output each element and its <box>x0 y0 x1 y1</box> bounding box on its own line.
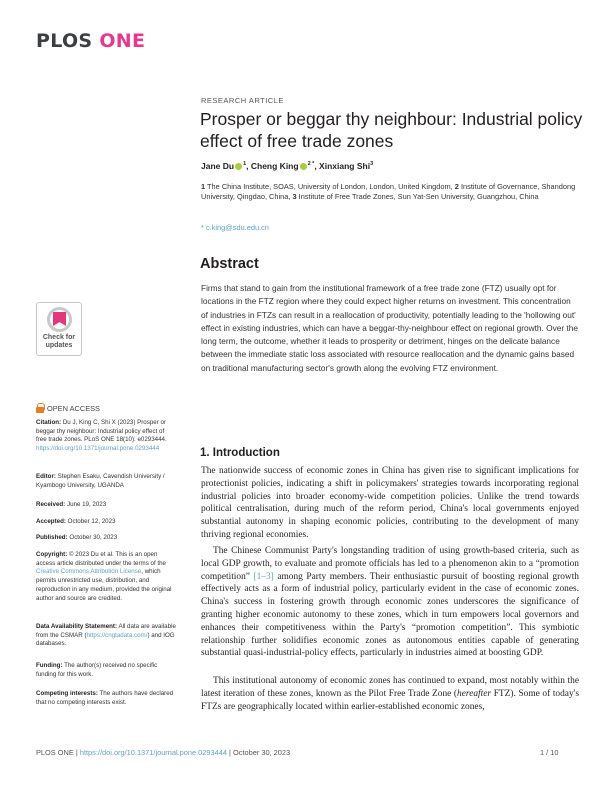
affiliation-number: 1 <box>201 182 206 191</box>
affiliations <box>201 182 581 202</box>
body-paragraph: The nationwide success of economic zones in China has given rise to significant implications for protectionist policies, indicating a shift in policymakers' strategies towards incorporating regional industrial policies into broader economy-wide competition policies. Unlike the trend towards political centralisation, during much of the reform period, China's local governments enjoyed substantial autonomy in shaping economic policies, contributing to the development of many thriving regional economies. <box>201 466 579 540</box>
copyright-block <box>36 551 176 603</box>
emphasis-text: hereafter <box>457 688 492 699</box>
footer-separator: | <box>75 748 78 757</box>
footer-doi-link[interactable]: https://doi.org/10.1371/journal.pone.0293444 <box>79 748 227 757</box>
published-label: Published: <box>36 534 68 541</box>
editor-block <box>36 473 176 490</box>
affiliation-text: Institute of Free Trade Zones, Sun Yat-Sen University, Guangzhou, China <box>298 192 539 201</box>
footer-journal: PLOS ONE <box>36 748 74 757</box>
open-access-label: OPEN ACCESS <box>36 403 100 413</box>
article-title: Prosper or beggar thy neighbour: Industrial policy effect of free trade zones <box>200 109 583 151</box>
citation-block <box>36 419 176 454</box>
data-availability-label: Data Availability Statement: <box>36 623 118 630</box>
author-affiliation-mark: 1 <box>243 161 247 168</box>
accepted-label: Accepted: <box>36 518 66 525</box>
competing-interests-label: Competing interests: <box>36 690 98 697</box>
orcid-icon[interactable] <box>300 163 307 170</box>
editor-label: Editor: <box>36 473 56 480</box>
page-number: 1 / 10 <box>540 748 559 757</box>
funding-block <box>36 662 176 679</box>
published-date: October 30, 2023 <box>69 534 118 541</box>
license-link[interactable]: Creative Commons Attribution License <box>36 568 142 576</box>
page-footer <box>36 748 290 757</box>
author-list: Jane Du $^1$, Cheng King $^{2 *}$, Xinxiang Shi$^3$ <box>201 161 374 171</box>
received-label: Received: <box>36 501 66 508</box>
logo-plos: PLOS <box>36 30 93 52</box>
corresponding-email <box>201 223 269 232</box>
copyright-text: , which permits unrestricted use, distribution, and reproduction in any medium, provided the original author and source are credited. <box>36 568 172 602</box>
open-lock-icon <box>36 403 44 413</box>
data-link[interactable]: https://cngtadata.com/ <box>86 631 148 639</box>
funding-text: The author(s) received no specific funding for this work. <box>36 662 158 678</box>
accepted-date: October 12, 2023 <box>67 518 116 525</box>
competing-interests-text: The authors have declared that no competing interests exist. <box>36 690 174 706</box>
affiliation-text: Institute of Governance, Shandong University, Qingdao, China, <box>201 182 576 201</box>
footer-separator: | <box>229 748 231 757</box>
data-availability-text: ) and IOG databases. <box>36 631 175 648</box>
received-date: June 19, 2023 <box>66 501 107 508</box>
introduction-heading: 1. Introduction <box>200 447 280 459</box>
copyright-text: © 2023 Du et al. This is an open access article distributed under the terms of the <box>36 551 167 567</box>
body-paragraph: This institutional autonomy of economic zones has continued to expand, most notably within the latest iteration of these zones, known as the Pilot Free Trade Zone (hereafter FTZ). Some of today's FTZs are geographically located within earlier-established economic zones, <box>201 676 579 712</box>
check-for-updates-badge[interactable] <box>36 302 82 356</box>
data-availability-block <box>36 623 176 649</box>
received-block <box>36 501 176 510</box>
check-updates-label: Check for updates <box>42 334 76 349</box>
abstract-text: Firms that stand to gain from the institutional framework of a free trade zone (FTZ) usually opt for locations in the FTZ region where they could expect higher returns on investment. This concentration of industries in FTZs can result in a reallocation of productivity, potentially leading to the 'hollowing out' effect in existing industries, which can have a beggar-thy-neighbour effect on regional growth. Over the long term, the outcome, whether it leads to prosperity or detriment, hinges on the delicate balance between the immediate static loss associated with resource reallocation and the dynamic gains based on traditional manufacturing sector's growth along the evolving FTZ environment. <box>201 283 578 373</box>
author-affiliation-mark: 3 <box>370 161 374 168</box>
author-name[interactable]: Cheng King <box>250 161 299 171</box>
body-paragraph: The Chinese Communist Party's longstanding tradition of using growth-based criteria, such as local GDP growth, to evaluate and promote officials has led to a phenomenon akin to a “promotion competition” [1–3] among Party members. Their enthusiastic pursuit of boosting regional growth effectively acts as a form of industrial policy, particularly evident in the case of economic zones. China's success in fostering growth through economic zones underscores the significance of granting higher economic autonomy to these zones, which in turn empowers local governors and enhances their competitiveness within the Party's “promotion competition”. This symbiotic relationship further solidifies economic zones as autonomous entities capable of generating substantial quasi-industrial-policy effects, particularly in industries aimed at boosting GDP. <box>201 546 579 659</box>
competing-interests-block <box>36 690 176 707</box>
author-name[interactable]: Jane Du <box>201 161 235 171</box>
accepted-block <box>36 518 176 527</box>
article-type: RESEARCH ARTICLE <box>201 96 284 105</box>
orcid-icon[interactable] <box>235 163 242 170</box>
journal-logo <box>36 30 145 52</box>
email-link[interactable]: c.king@sdu.edu.cn <box>205 223 269 232</box>
funding-label: Funding: <box>36 662 63 669</box>
affiliation-text: The China Institute, SOAS, University of London, London, United Kingdom, <box>207 182 453 191</box>
reference-link[interactable]: [1–3] <box>253 571 274 582</box>
citation-doi-link[interactable]: https://doi.org/10.1371/journal.pone.0293444 <box>36 445 160 453</box>
footer-date: October 30, 2023 <box>233 748 291 757</box>
copyright-label: Copyright: <box>36 551 68 558</box>
data-availability-text: All data are available from the CSMAR ( <box>36 623 176 639</box>
published-block <box>36 534 176 543</box>
logo-one: ONE <box>99 30 146 52</box>
affiliation-number: 3 <box>292 192 297 201</box>
citation-label: Citation: <box>36 419 62 426</box>
editor-text: Stephen Esaku, Cavendish University / Kyambogo University, UGANDA <box>36 473 165 489</box>
abstract-heading: Abstract <box>200 256 259 272</box>
email-marker: * <box>201 223 204 232</box>
affiliation-number: 2 <box>454 182 459 191</box>
author-affiliation-mark: 2 * <box>307 161 315 168</box>
citation-text: Du J, King C, Shi X (2023) Prosper or beggar thy neighbour: Industrial policy effect of free trade zones. PLoS ONE 18(10): e0293444. <box>36 419 167 444</box>
author-name[interactable]: Xinxiang Shi <box>319 161 371 171</box>
